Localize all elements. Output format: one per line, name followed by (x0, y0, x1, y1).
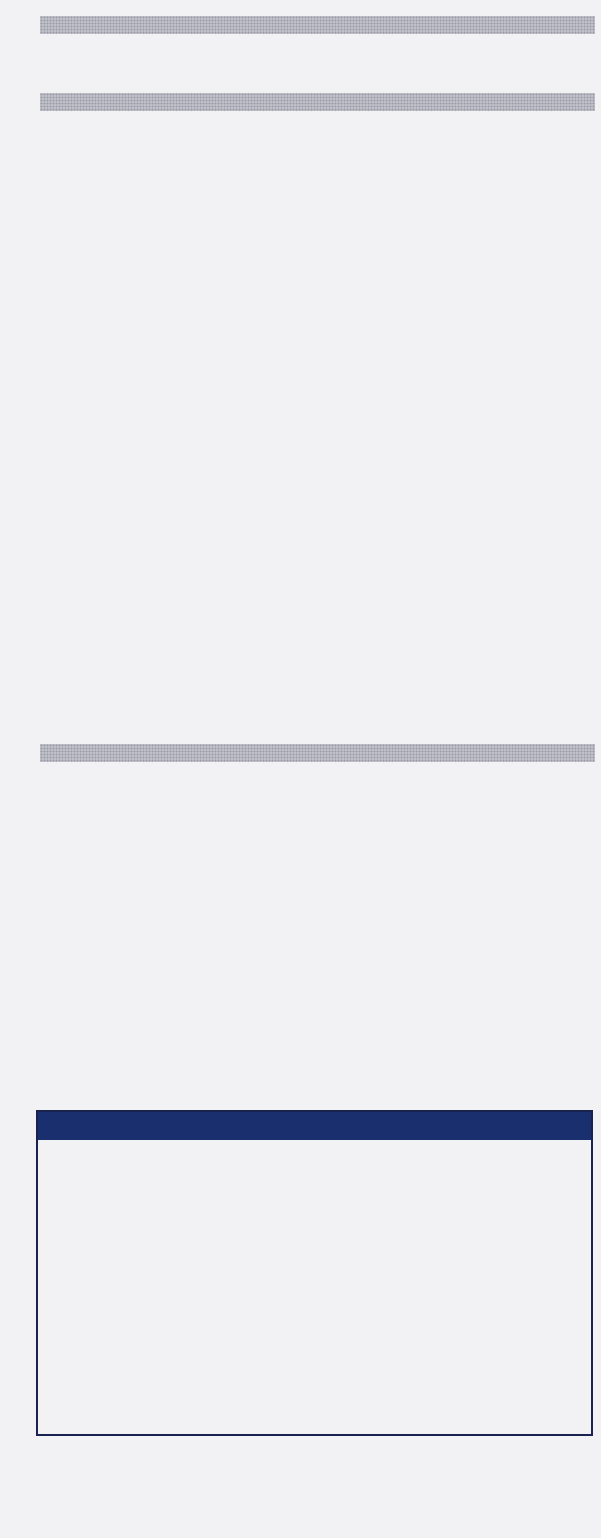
bar-header (38, 1112, 591, 1140)
afternoon-header (40, 16, 595, 34)
bar-service-box (36, 1110, 593, 1436)
evening-header (40, 93, 595, 111)
drink-of-the-day (40, 744, 595, 762)
policy-text (40, 1436, 580, 1450)
